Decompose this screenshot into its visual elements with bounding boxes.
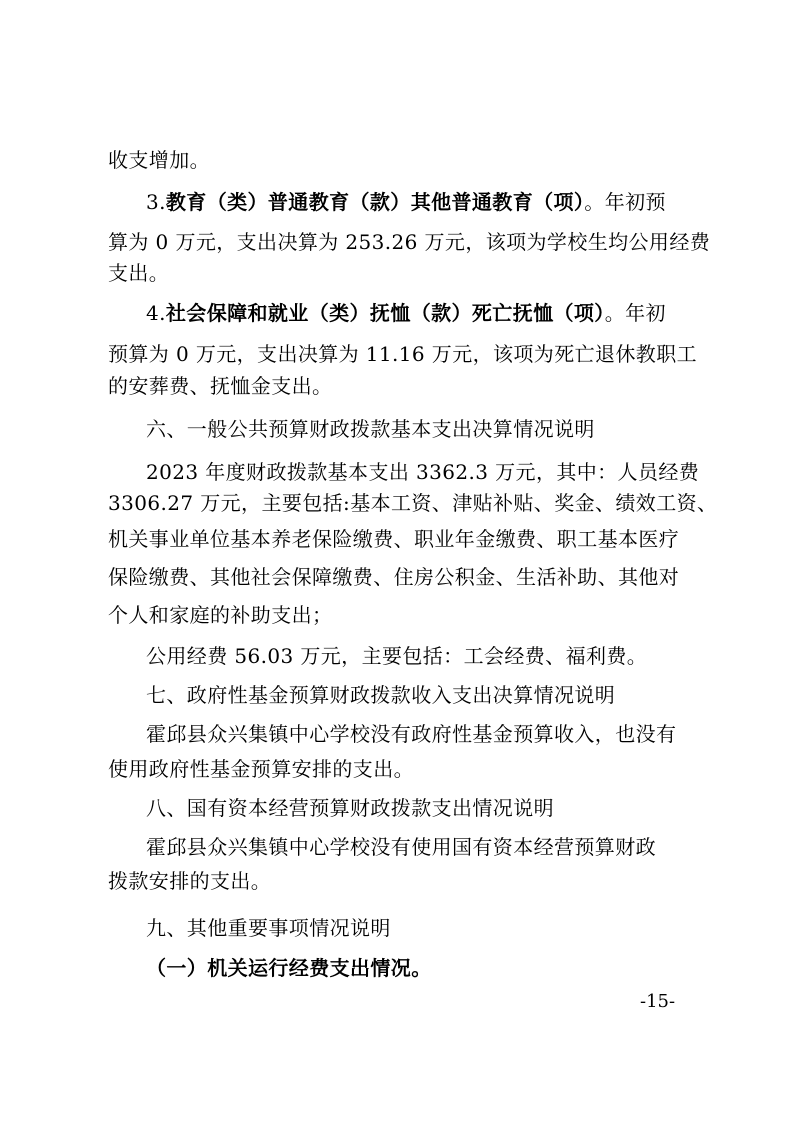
body-text-line: 2023 年度财政拨款基本支出 3362.3 万元，其中：人员经费 xyxy=(146,460,700,484)
page-number: -15- xyxy=(640,991,676,1012)
section-8-heading: 八、国有资本经营预算财政拨款支出情况说明 xyxy=(146,796,554,820)
body-text-line: 机关事业单位基本养老保险缴费、职业年金缴费、职工基本医疗 xyxy=(108,527,680,551)
item-3-line: 3.教育（类）普通教育（款）其他普通教育（项）。年初预 xyxy=(146,190,666,214)
body-text-line: 支出。 xyxy=(108,261,170,285)
body-text-line: 保险缴费、其他社会保障缴费、住房公积金、生活补助、其他对 xyxy=(108,565,680,589)
body-text-line: 霍邱县众兴集镇中心学校没有使用国有资本经营预算财政 xyxy=(146,835,656,859)
section-6-heading: 六、一般公共预算财政拨款基本支出决算情况说明 xyxy=(146,417,595,441)
section-9-heading: 九、其他重要事项情况说明 xyxy=(146,916,391,940)
item-4-line: 4.社会保障和就业（类）抚恤（款）死亡抚恤（项）。年初 xyxy=(146,301,666,325)
item-3-heading: 教育（类）普通教育（款）其他普通教育（项） xyxy=(165,190,585,214)
body-text-line: 预算为 0 万元，支出决算为 11.16 万元，该项为死亡退休教职工 xyxy=(108,342,698,366)
body-text-line: 收支增加。 xyxy=(108,148,210,172)
body-text-line: 公用经费 56.03 万元，主要包括：工会经费、福利费。 xyxy=(146,644,648,668)
body-text-line: 霍邱县众兴集镇中心学校没有政府性基金预算收入，也没有 xyxy=(146,722,677,746)
body-text-line: 拨款安排的支出。 xyxy=(108,869,272,893)
item-4-heading: 社会保障和就业（类）抚恤（款）死亡抚恤（项） xyxy=(165,301,605,325)
body-text-line: 个人和家庭的补助支出； xyxy=(108,603,333,627)
body-text-line: 使用政府性基金预算安排的支出。 xyxy=(108,757,414,781)
body-text-line: 3306.27 万元，主要包括:基本工资、津贴补贴、奖金、绩效工资、 xyxy=(108,491,718,515)
section-7-heading: 七、政府性基金预算财政拨款收入支出决算情况说明 xyxy=(146,683,616,707)
subsection-1-heading: （一）机关运行经费支出情况。 xyxy=(146,956,432,980)
body-text-line: 算为 0 万元，支出决算为 253.26 万元，该项为学校生均公用经费 xyxy=(108,230,711,254)
item-number: 4. xyxy=(146,301,166,325)
item-number: 3. xyxy=(146,190,166,214)
body-text-line: 的安葬费、抚恤金支出。 xyxy=(108,374,333,398)
